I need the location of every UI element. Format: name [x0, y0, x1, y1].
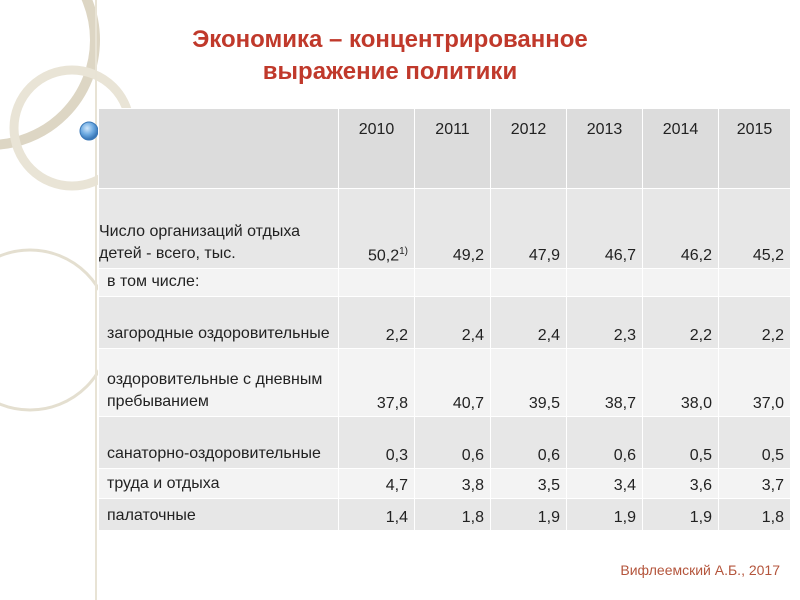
cell-value: 38,0: [643, 349, 719, 417]
cell-value: 38,7: [567, 349, 643, 417]
cell-value: [339, 269, 415, 297]
row-label: труда и отдыха: [99, 469, 339, 499]
cell-value: [491, 269, 567, 297]
cell-value: 0,3: [339, 417, 415, 469]
cell-value: 40,7: [415, 349, 491, 417]
slide-title: [110, 24, 670, 88]
cell-value: 2,4: [491, 297, 567, 349]
cell-value: [643, 269, 719, 297]
cell-value: 1,8: [719, 499, 791, 531]
table-row: [99, 269, 791, 297]
cell-value: 0,5: [643, 417, 719, 469]
cell-value: 0,6: [491, 417, 567, 469]
row-label: оздоровительные с дневным пребыванием: [99, 349, 339, 417]
cell-value: 37,8: [339, 349, 415, 417]
bullet-icon: [80, 122, 98, 140]
table-header-row: [99, 109, 791, 189]
cell-value: 3,8: [415, 469, 491, 499]
cell-value: [339, 189, 415, 269]
cell-value: 0,6: [415, 417, 491, 469]
row-label: Число организаций отдыха детей - всего, тыс.: [99, 189, 339, 269]
cell-value: 2,2: [719, 297, 791, 349]
cell-value: 37,0: [719, 349, 791, 417]
cell-value: 2,3: [567, 297, 643, 349]
table-row: [99, 349, 791, 417]
cell-value: 1,9: [567, 499, 643, 531]
year-header: 2014: [643, 109, 719, 189]
cell-value: [719, 269, 791, 297]
row-label: загородные оздоровительные: [99, 297, 339, 349]
cell-value: 3,5: [491, 469, 567, 499]
table-row: [99, 499, 791, 531]
cell-value: 4,7: [339, 469, 415, 499]
cell-value: 2,4: [415, 297, 491, 349]
cell-value: 49,2: [415, 189, 491, 269]
year-header: 2012: [491, 109, 567, 189]
cell-value: 3,4: [567, 469, 643, 499]
footnote-mark: 1): [399, 245, 408, 257]
cell-value: 0,5: [719, 417, 791, 469]
table-corner-cell: [99, 109, 339, 189]
cell-value: 2,2: [339, 297, 415, 349]
year-header: 2015: [719, 109, 791, 189]
title-line-1: Экономика – концентрированное: [192, 26, 588, 53]
year-header: 2011: [415, 109, 491, 189]
row-label: санаторно-оздоровительные: [99, 417, 339, 469]
cell-value: 1,4: [339, 499, 415, 531]
year-header: 2010: [339, 109, 415, 189]
row-label: палаточные: [99, 499, 339, 531]
table-row: [99, 417, 791, 469]
title-line-2: выражение политики: [262, 58, 518, 85]
cell-value: 45,2: [719, 189, 791, 269]
cell-value: 46,2: [643, 189, 719, 269]
cell-value: 3,7: [719, 469, 791, 499]
year-header: 2013: [567, 109, 643, 189]
cell-value: 46,7: [567, 189, 643, 269]
cell-value: 1,9: [643, 499, 719, 531]
cell-value: 2,2: [643, 297, 719, 349]
cell-value: 0,6: [567, 417, 643, 469]
cell-value: 1,8: [415, 499, 491, 531]
table-row: [99, 189, 791, 269]
author-credit: Вифлеемский А.Б., 2017: [620, 562, 780, 578]
cell-value: 3,6: [643, 469, 719, 499]
cell-value: 1,9: [491, 499, 567, 531]
cell-value: [567, 269, 643, 297]
cell-value: [415, 269, 491, 297]
value-text: 50,2: [367, 247, 400, 264]
cell-value: 47,9: [491, 189, 567, 269]
statistics-table: [98, 108, 791, 531]
cell-value: 39,5: [491, 349, 567, 417]
table-row: [99, 297, 791, 349]
row-label: в том числе:: [99, 269, 339, 297]
table-row: [99, 469, 791, 499]
